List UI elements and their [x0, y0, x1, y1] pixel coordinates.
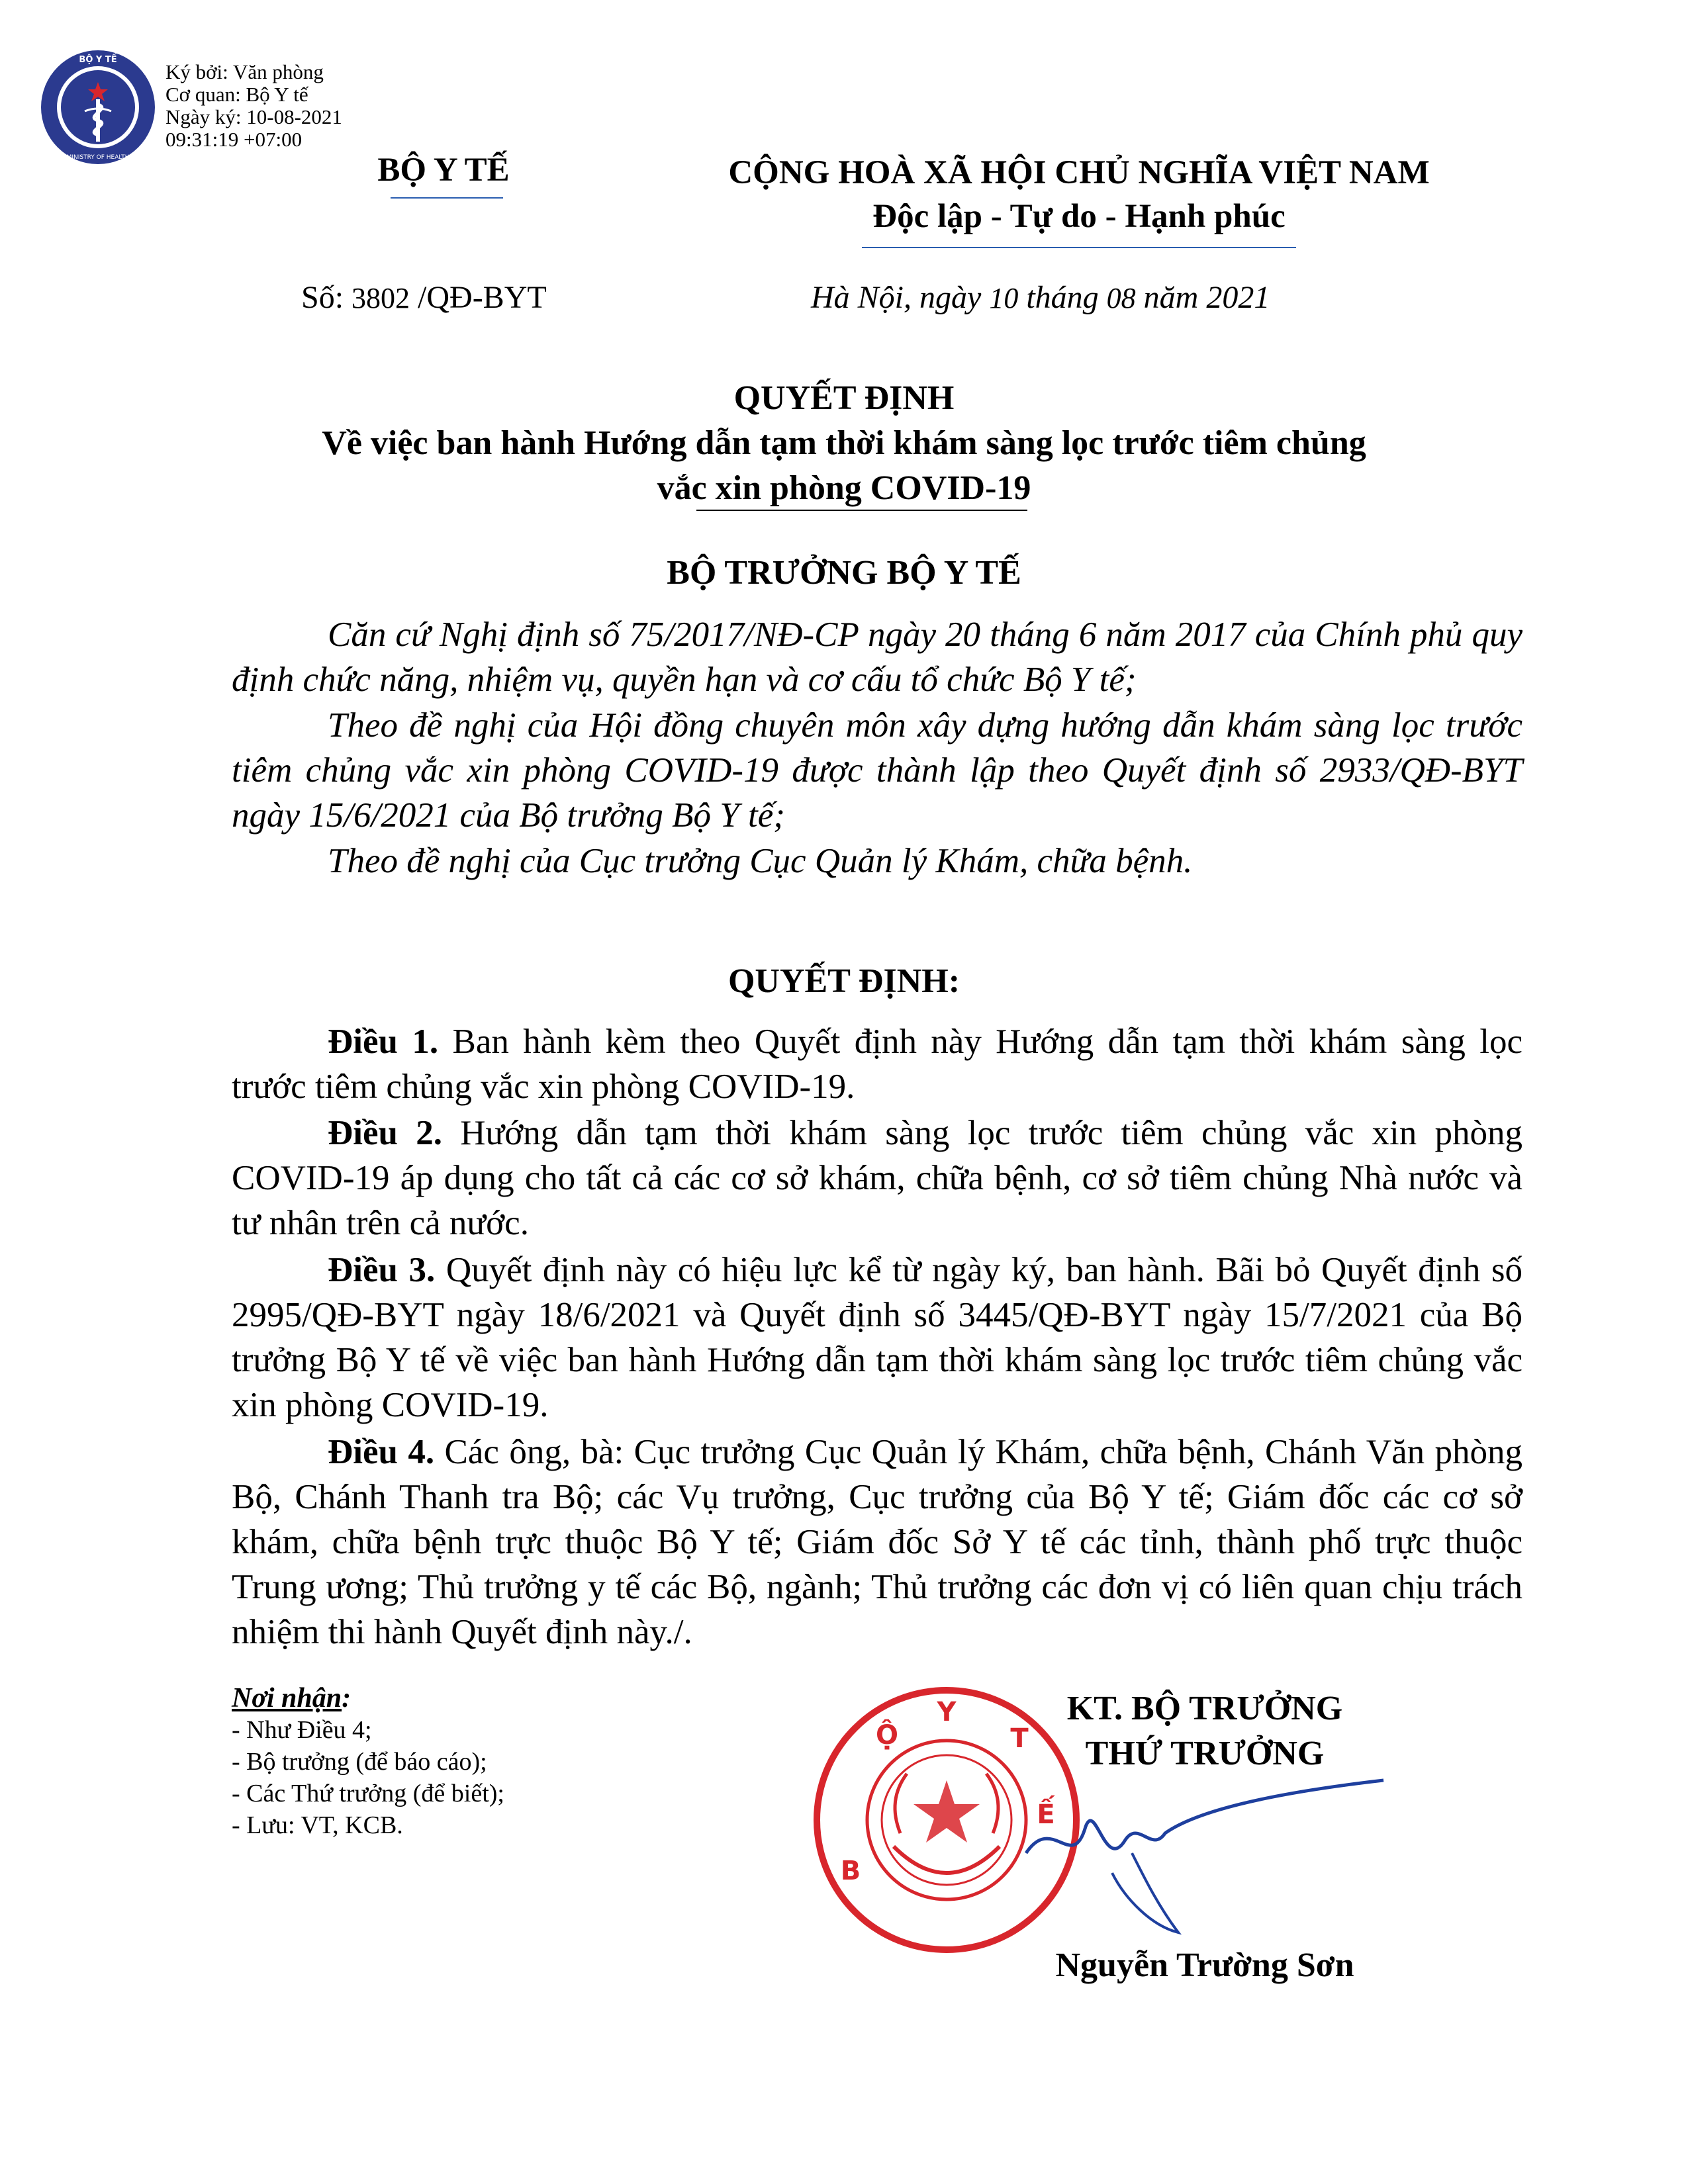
recipient-item: - Lưu: VT, KCB. — [232, 1811, 403, 1839]
signer-title — [1019, 1686, 1390, 1776]
article-1: Điều 1. Ban hành kèm theo Quyết định này Hướng dẫn tạm thời khám sàng lọc trước tiêm chủng vắc xin phòng COVID-19. — [232, 1023, 1523, 1106]
svg-text:Y: Y — [937, 1697, 957, 1727]
article-4: Điều 4. Các ông, bà: Cục trưởng Cục Quản lý Khám, chữa bệnh, Chánh Văn phòng Bộ, Chánh Thanh tra Bộ; các Vụ trưởng, Cục trưởng của Bộ Y tế; Giám đốc các cơ sở khám, chữa bệnh trực thuộc Bộ Y tế; Giám đốc Sở Y tế các tỉnh, thành phố trực thuộc Trung ương; Thủ trưởng y tế các Bộ, ngành; Thủ trưởng các đơn vị có liên quan chịu trách nhiệm thi hành Quyết định này./. — [232, 1433, 1523, 1651]
recipient-item: - Các Thứ trưởng (để biết); — [232, 1780, 504, 1807]
ministry-logo-icon — [38, 48, 158, 167]
recipient-item: - Như Điều 4; — [232, 1716, 372, 1744]
recipients-list — [232, 1682, 504, 1841]
signer-title-line1: KT. BỘ TRƯỞNG — [1066, 1690, 1343, 1727]
svg-text:T: T — [1010, 1723, 1029, 1754]
issuing-authority: BỘ TRƯỞNG BỘ Y TẾ — [667, 554, 1021, 592]
svg-text:BỘ Y TẾ: BỘ Y TẾ — [79, 55, 117, 65]
signed-by: Ký bởi: Văn phòng — [165, 60, 324, 83]
signing-time: 09:31:19 +07:00 — [165, 128, 303, 151]
svg-text:MINISTRY OF HEALTH: MINISTRY OF HEALTH — [66, 154, 130, 161]
date-day: 10 — [989, 282, 1019, 314]
signer-name: Nguyễn Trường Sơn — [1055, 1946, 1354, 1984]
svg-text:B: B — [840, 1856, 861, 1886]
document-subject-line1: Về việc ban hành Hướng dẫn tạm thời khám sàng lọc trước tiêm chủng — [322, 424, 1366, 462]
signing-date: Ngày ký: 10-08-2021 — [165, 105, 342, 128]
preamble-paragraph: Theo đề nghị của Cục trưởng Cục Quản lý Khám, chữa bệnh. — [328, 842, 1193, 880]
document-number: Số: 3802 /QĐ-BYT — [301, 280, 547, 315]
handwritten-signature-icon — [1013, 1774, 1390, 1946]
document-number-value: 3802 — [352, 282, 410, 314]
ministry-underline — [391, 197, 503, 199]
national-header — [662, 151, 1496, 238]
preamble-paragraph: Theo đề nghị của Hội đồng chuyên môn xây dựng hướng dẫn khám sàng lọc trước tiêm chủng vắc xin phòng COVID-19 được thành lập theo Quyết định số 2933/QĐ-BYT ngày 15/6/2021 của Bộ trưởng Bộ Y tế; — [232, 706, 1523, 835]
decision-heading: QUYẾT ĐỊNH: — [727, 962, 961, 1000]
ministry-name: BỘ Y TẾ — [377, 152, 510, 189]
digital-signature-info — [165, 61, 342, 151]
preamble-paragraph: Căn cứ Nghị định số 75/2017/NĐ-CP ngày 20 tháng 6 năm 2017 của Chính phủ quy định chức năng, nhiệm vụ, quyền hạn và cơ cấu tổ chức Bộ Y tế; — [232, 615, 1523, 699]
motto-underline — [862, 247, 1296, 248]
recipient-item: - Bộ trưởng (để báo cáo); — [232, 1748, 487, 1776]
document-subject-line2: vắc xin phòng COVID-19 — [657, 469, 1031, 507]
document-heading: QUYẾT ĐỊNH — [733, 379, 955, 417]
signing-agency: Cơ quan: Bộ Y tế — [165, 83, 308, 106]
svg-text:Ế: Ế — [1037, 1799, 1055, 1830]
article-3: Điều 3. Quyết định này có hiệu lực kể từ ngày ký, ban hành. Bãi bỏ Quyết định số 2995/QĐ-BYT ngày 18/6/2021 và Quyết định số 3445/QĐ-BYT ngày 15/7/2021 của Bộ trưởng Bộ Y tế về việc ban hành Hướng dẫn tạm thời khám sàng lọc trước tiêm chủng vắc xin phòng COVID-19. — [232, 1251, 1523, 1424]
signer-title-line2: THỨ TRƯỞNG — [1085, 1735, 1325, 1772]
article-2: Điều 2. Hướng dẫn tạm thời khám sàng lọc trước tiêm chủng vắc xin phòng COVID-19 áp dụng cho tất cả các cơ sở khám, chữa bệnh, cơ sở tiêm chủng Nhà nước và tư nhân trên cả nước. — [232, 1114, 1523, 1242]
date-month: 08 — [1106, 282, 1136, 314]
recipients-title: Nơi nhận: — [232, 1683, 352, 1713]
subject-underline — [696, 510, 1027, 511]
national-motto: Độc lập - Tự do - Hạnh phúc — [872, 198, 1286, 235]
document-date: Hà Nội, ngày 10 tháng 08 năm 2021 — [811, 280, 1270, 315]
svg-text:Ộ: Ộ — [875, 1720, 899, 1751]
republic-name: CỘNG HOÀ XÃ HỘI CHỦ NGHĨA VIỆT NAM — [728, 154, 1430, 191]
